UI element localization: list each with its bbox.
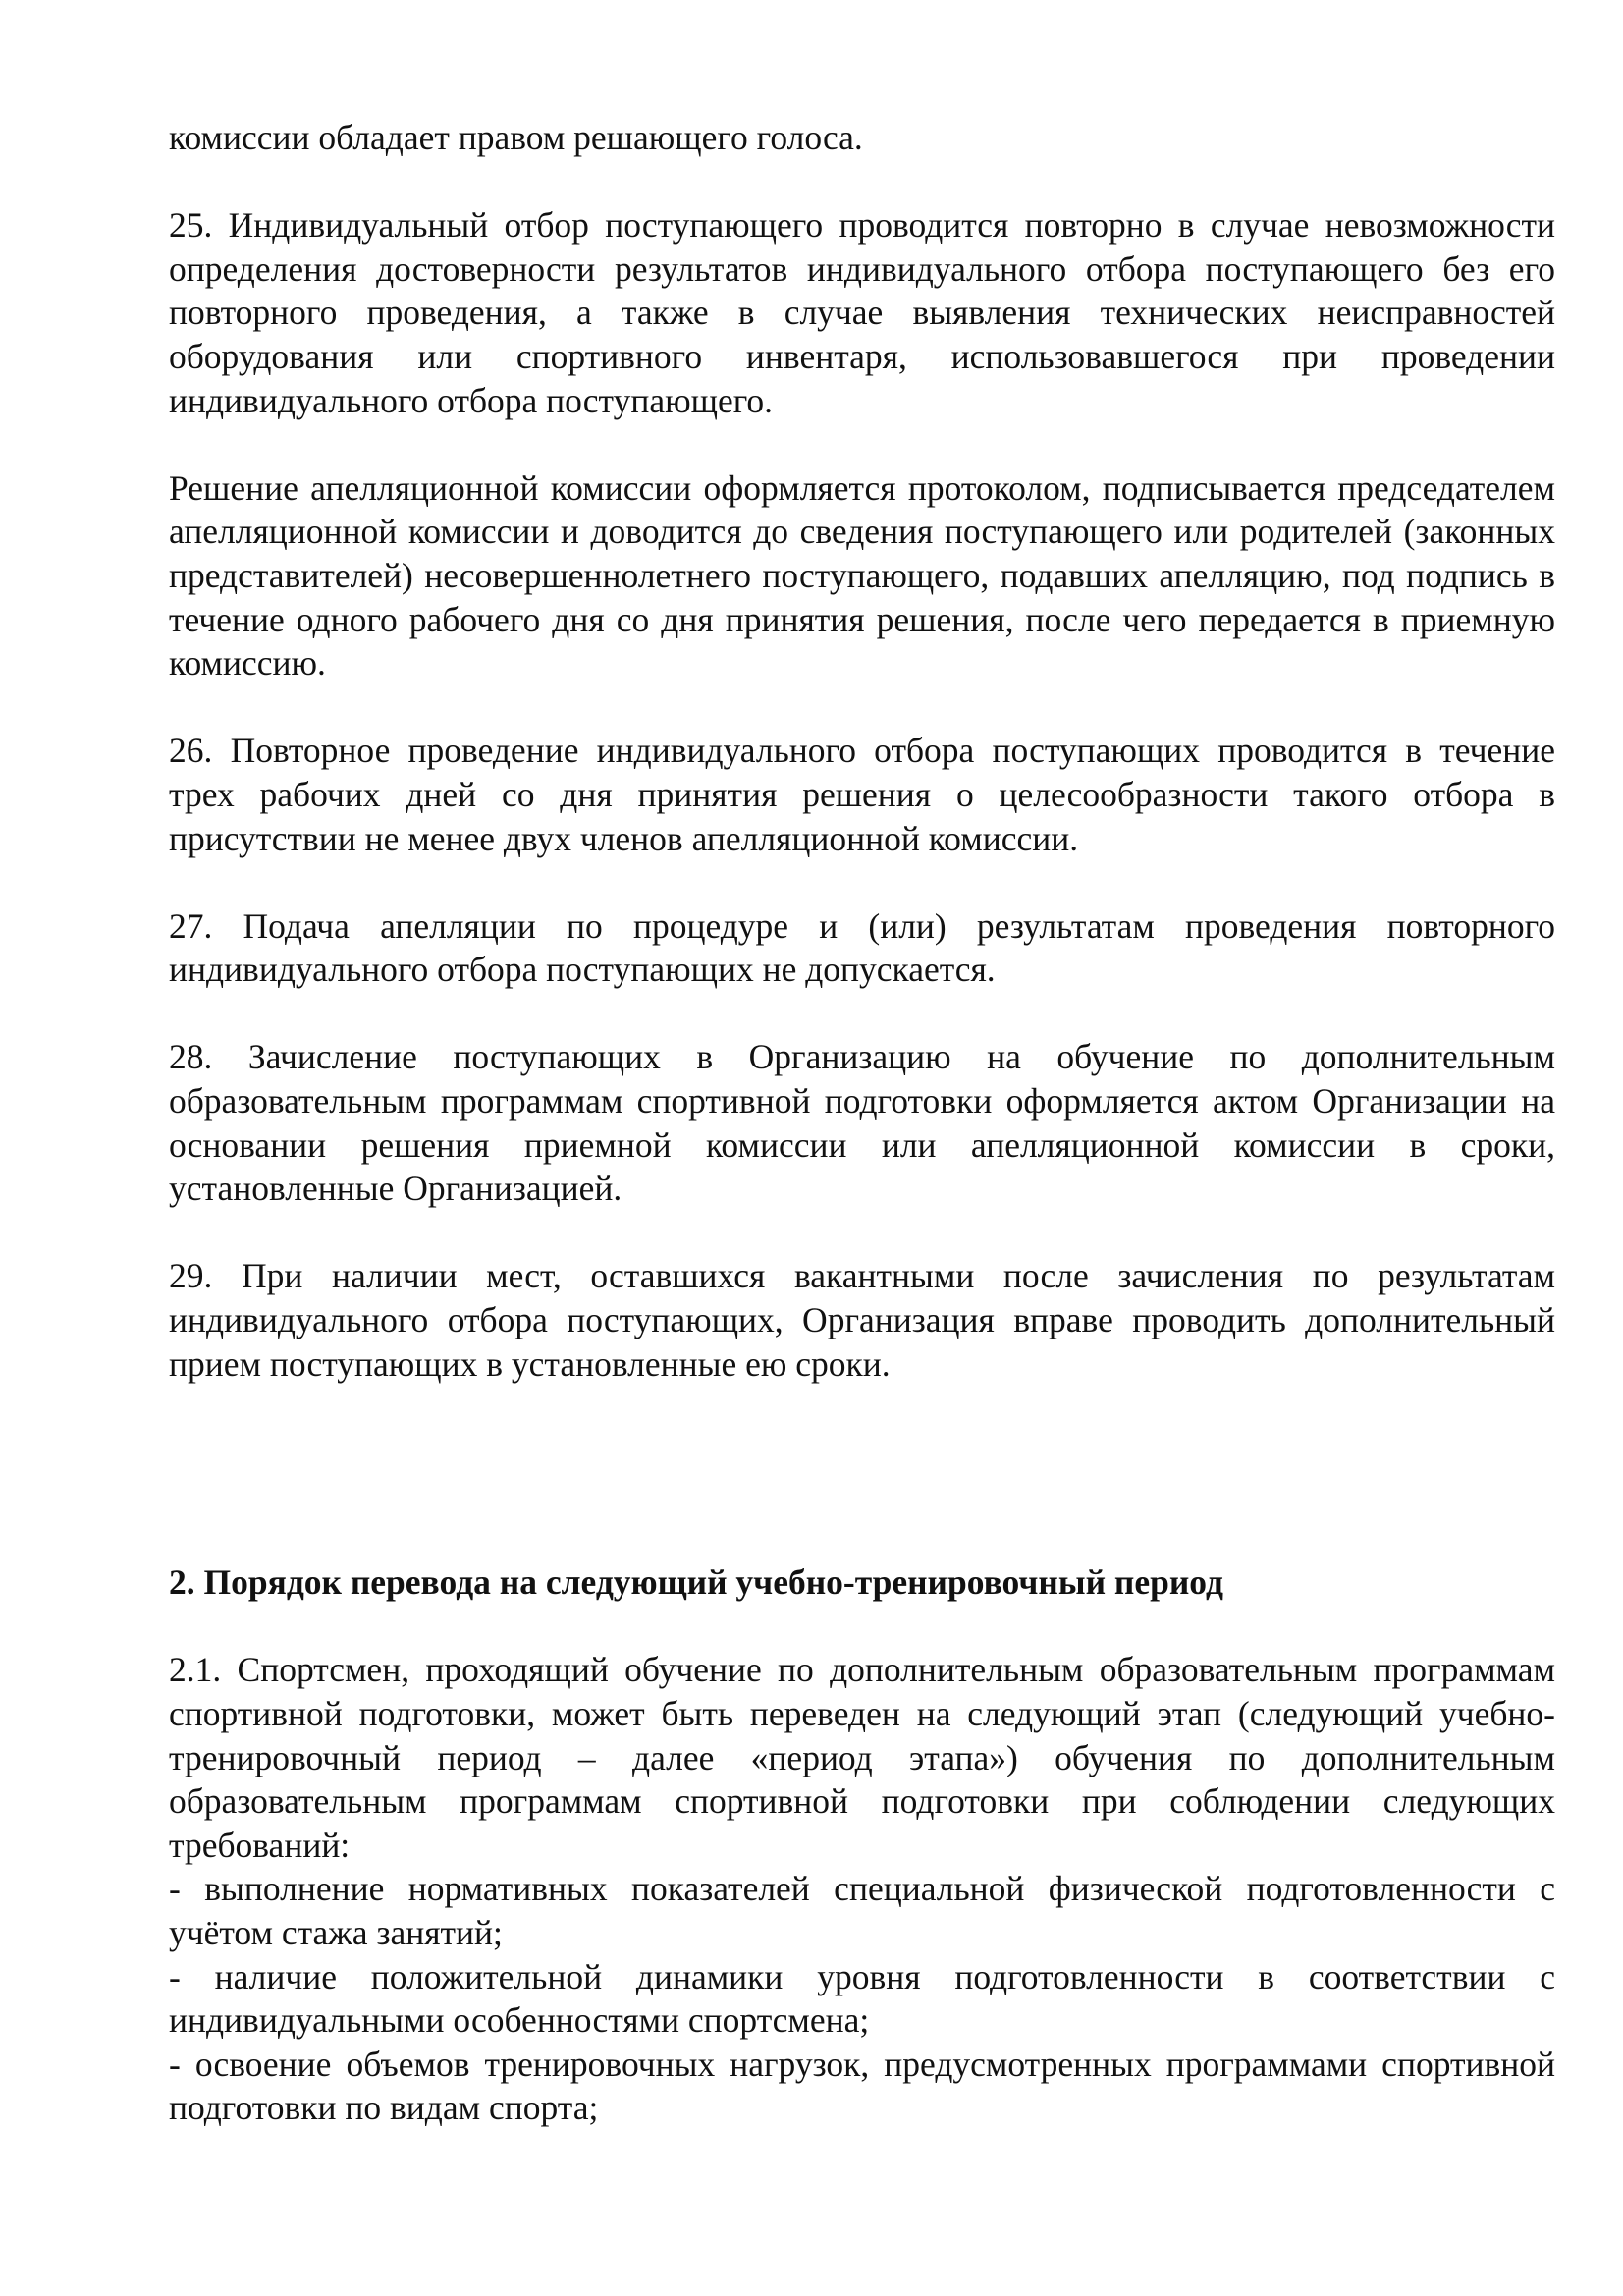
paragraph-26: 26. Повторное проведение индивидуального отбора поступающих проводится в течение трех рабочих дней со дня принятия решения о целесообразности такого отбора в присутствии не менее двух членов апелляционной комиссии. bbox=[169, 731, 1555, 858]
paragraph-2-1: 2.1. Спортсмен, проходящий обучение по дополнительным образовательным программам спортивной подготовки, может быть переведен на следующий этап (следующий учебно-тренировочный период – далее «период этапа») обучения по дополнительным образовательным программам спортивной подготовки при соблюдении следующих требований: bbox=[169, 1650, 1555, 1865]
paragraph-appeal-decision: Решение апелляционной комиссии оформляется протоколом, подписывается председателем апелляционной комиссии и доводится до сведения поступающего или родителей (законных представителей) несовершеннолетнего поступающего, подавших апелляцию, под подпись в течение одного рабочего дня со дня принятия решения, после чего передается в приемную комиссию. bbox=[169, 467, 1555, 683]
requirement-item-2: - наличие положительной динамики уровня подготовленности в соответствии с индивидуальными особенностями спортсмена; bbox=[169, 1956, 1555, 2041]
requirement-item-1: - выполнение нормативных показателей специальной физической подготовленности с учётом стажа занятий; bbox=[169, 1869, 1555, 1952]
paragraph-25: 25. Индивидуальный отбор поступающего проводится повторно в случае невозможности определения достоверности результатов индивидуального отбора поступающего без его повторного проведения, а также в случае выявления технических неисправностей оборудования или спортивного инвентаря, использовавшегося при проведении индивидуального отбора поступающего. bbox=[169, 205, 1555, 420]
section-2-heading: 2. Порядок перевода на следующий учебно-тренировочный период bbox=[169, 1562, 1223, 1603]
requirement-item-3: - освоение объемов тренировочных нагрузок, предусмотренных программами спортивной подготовки по видам спорта; bbox=[169, 2044, 1555, 2128]
paragraph-27: 27. Подача апелляции по процедуре и (или) результатам проведения повторного индивидуального отбора поступающих не допускается. bbox=[169, 905, 1555, 990]
paragraph-29: 29. При наличии мест, оставшихся вакантными после зачисления по результатам индивидуального отбора поступающих, Организация вправе проводить дополнительный прием поступающих в установленные ею сроки. bbox=[169, 1256, 1555, 1384]
paragraph-continuation: комиссии обладает правом решающего голоса. bbox=[169, 118, 863, 157]
document-body bbox=[169, 116, 1555, 2130]
paragraph-28: 28. Зачисление поступающих в Организацию на обучение по дополнительным образовательным программам спортивной подготовки оформляется актом Организации на основании решения приемной комиссии или апелляционной комиссии в сроки, установленные Организацией. bbox=[169, 1037, 1555, 1209]
